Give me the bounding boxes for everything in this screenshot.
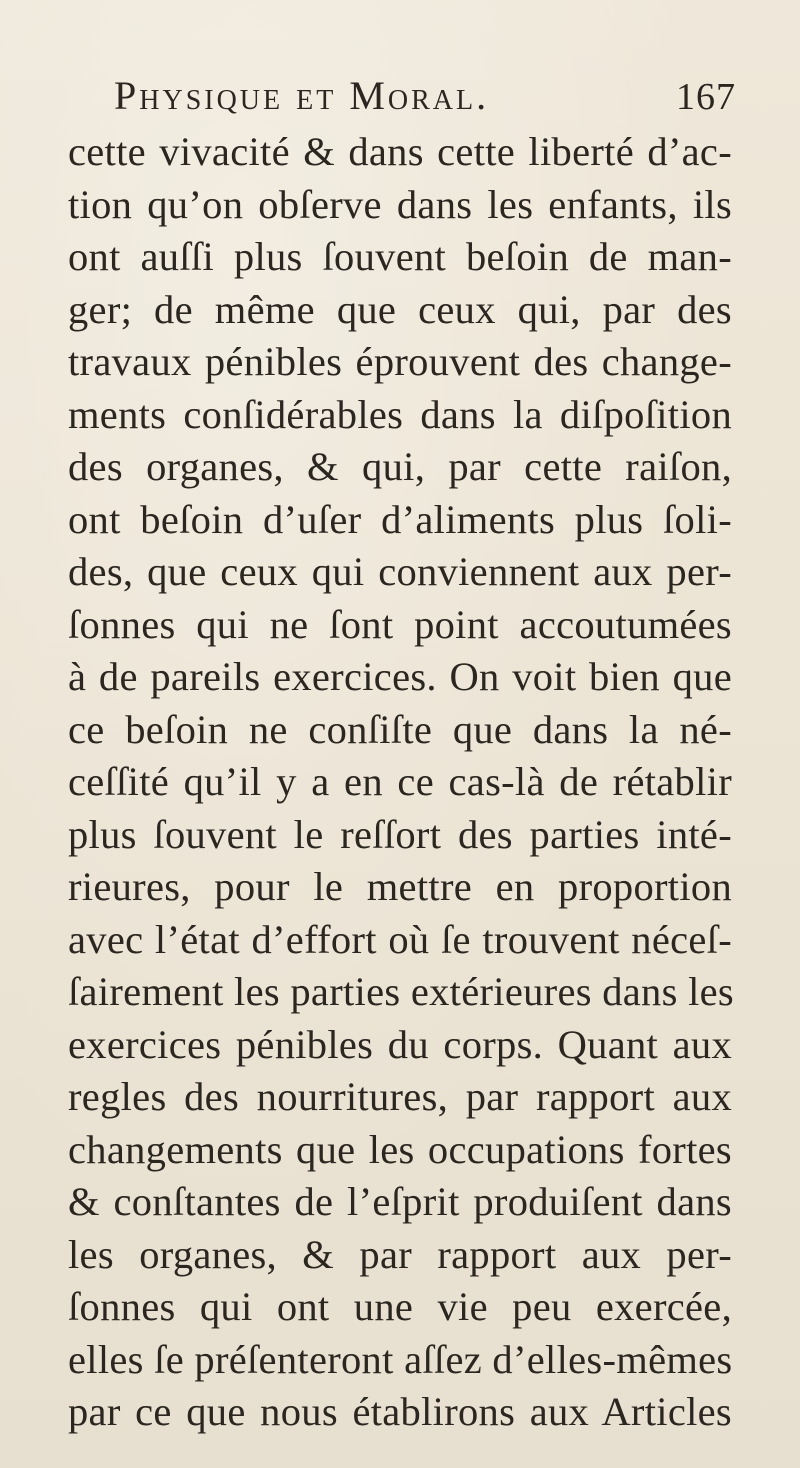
text-line: ſonnes qui ont une vie peu exercée, <box>68 1284 732 1329</box>
text-line: plus ſouvent le reſſort des parties inté- <box>68 811 732 857</box>
text-line: ſonnes qui ne ſont point accoutumées <box>68 601 732 647</box>
text-line: des organes, & qui, par cette raiſon, <box>68 444 732 489</box>
text-line: ments conſidérables dans la diſpoſition <box>68 391 732 437</box>
text-line: ont auſſi plus ſouvent beſoin de man- <box>68 234 732 279</box>
text-line: avec l’état d’effort où ſe trouvent néceſ- <box>68 916 732 962</box>
text-line: ger; de même que ceux qui, par des <box>68 286 732 332</box>
text-line: rieures, pour le mettre en proportion <box>68 864 732 909</box>
page-number: 167 <box>676 76 736 118</box>
text-line: changements que les occupations fortes <box>68 1126 732 1172</box>
text-line: ce beſoin ne conſiſte que dans la né- <box>68 706 732 752</box>
text-line: ſairement les parties extérieures dans les <box>68 969 734 1014</box>
text-line: à de pareils exercices. On voit bien que <box>68 654 732 699</box>
body-text <box>68 126 740 1439</box>
text-line: travaux pénibles éprouvent des change- <box>68 339 732 384</box>
text-line: tion qu’on obſerve dans les enfants, ils <box>68 181 732 227</box>
running-title: Physique et Moral. <box>114 73 490 118</box>
text-line: regles des nourritures, par rapport aux <box>68 1074 732 1119</box>
text-line: elles ſe préſenteront aſſez d’elles-mêmes <box>68 1336 733 1382</box>
text-line: ont beſoin d’uſer d’aliments plus ſoli- <box>68 496 732 542</box>
text-line: cette vivacité & dans cette liberté d’ac- <box>68 129 732 174</box>
text-line: exercices pénibles du corps. Quant aux <box>68 1021 732 1067</box>
text-line: & conſtantes de l’eſprit produiſent dans <box>68 1179 732 1224</box>
text-line: des, que ceux qui conviennent aux per- <box>68 549 732 594</box>
text-line: ceſſité qu’il y a en ce cas-là de rétablir <box>68 759 732 804</box>
running-head <box>68 72 740 120</box>
text-line: les organes, & par rapport aux per- <box>68 1231 732 1277</box>
text-line: par ce que nous établirons aux Articles <box>68 1389 732 1434</box>
